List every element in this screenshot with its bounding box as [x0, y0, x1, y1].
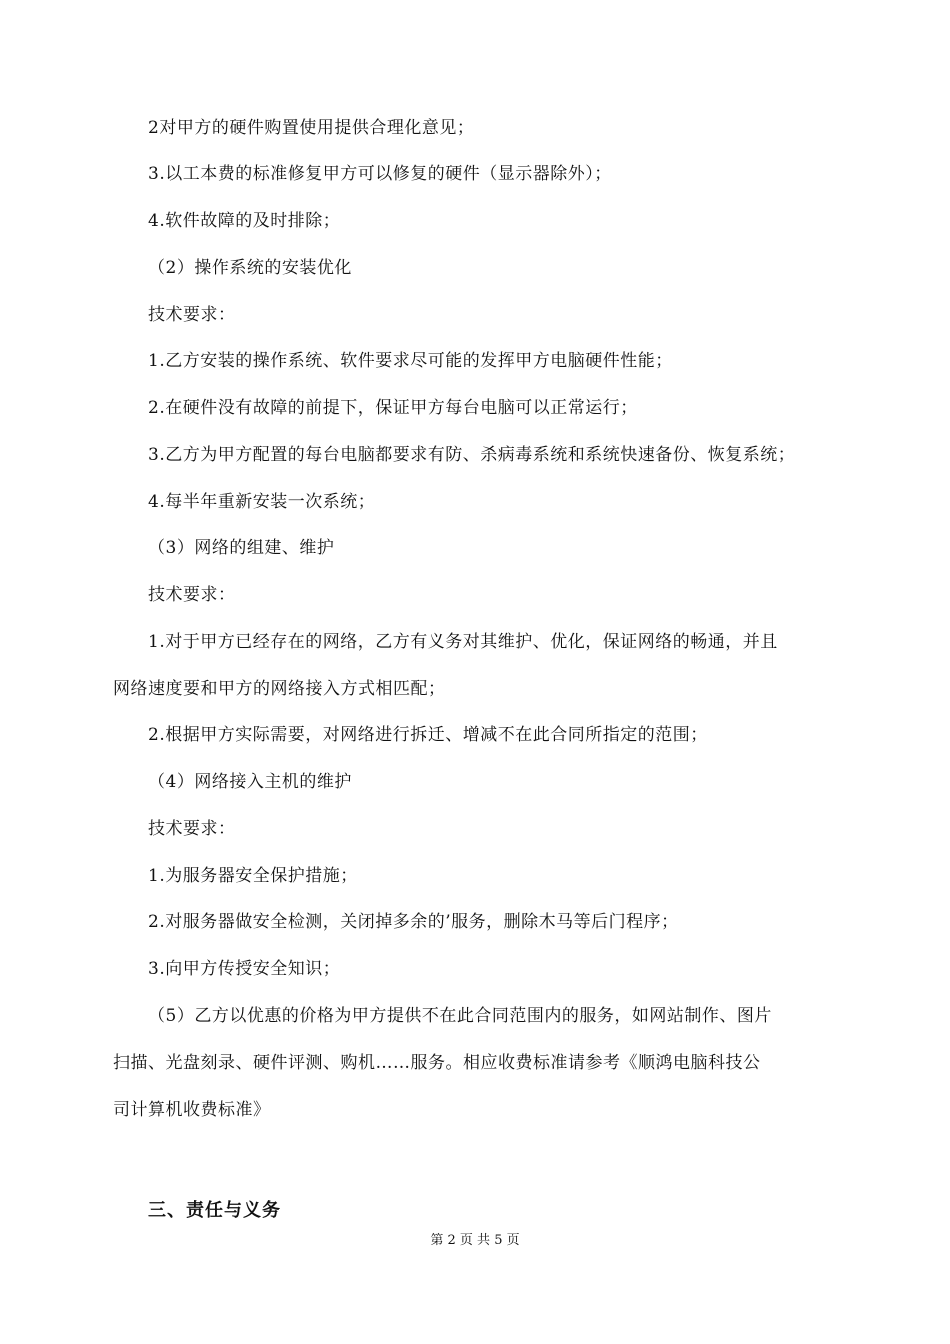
subsection-title-4: （4）网络接入主机的维护: [148, 772, 352, 792]
tech-requirements-label-2: 技术要求：: [148, 585, 236, 605]
body-line-7: 2.在硬件没有故障的前提下，保证甲方每台电脑可以正常运行；: [148, 398, 638, 418]
subsection-title-2: （2）操作系统的安装优化: [148, 258, 352, 278]
subsection-title-3: （3）网络的组建、维护: [148, 538, 335, 558]
page-number-footer: 第 2 页 共 5 页: [430, 1233, 520, 1248]
body-line-17: 1.为服务器安全保护措施；: [148, 866, 358, 886]
tech-requirements-label-3: 技术要求：: [148, 819, 236, 839]
section-heading: 三、责任与义务: [148, 1200, 281, 1221]
body-line-3: 4.软件故障的及时排除；: [148, 211, 341, 231]
body-line-6: 1.乙方安装的操作系统、软件要求尽可能的发挥甲方电脑硬件性能；: [148, 351, 673, 371]
body-line-19: 3.向甲方传授安全知识；: [148, 959, 341, 979]
body-line-13: 网络速度要和甲方的网络接入方式相匹配；: [113, 679, 446, 699]
body-line-12: 1.对于甲方已经存在的网络，乙方有义务对其维护、优化，保证网络的畅通，并且: [148, 632, 778, 652]
tech-requirements-label-1: 技术要求：: [148, 305, 236, 325]
body-line-14: 2.根据甲方实际需要，对网络进行拆迁、增减不在此合同所指定的范围；: [148, 725, 708, 745]
body-line-18: 2.对服务器做安全检测，关闭掉多余的’服务，删除木马等后门程序；: [148, 912, 679, 932]
body-line-21: 扫描、光盘刻录、硬件评测、购机……服务。相应收费标准请参考《顺鸿电脑科技公: [113, 1053, 761, 1073]
body-line-9: 4.每半年重新安装一次系统；: [148, 492, 376, 512]
body-line-20: （5）乙方以优惠的价格为甲方提供不在此合同范围内的服务，如网站制作、图片: [148, 1006, 772, 1026]
body-line-8: 3.乙方为甲方配置的每台电脑都要求有防、杀病毒系统和系统快速备份、恢复系统；: [148, 445, 796, 465]
body-line-2: 3.以工本费的标准修复甲方可以修复的硬件（显示器除外）；: [148, 164, 612, 184]
body-line-1: 2对甲方的硬件购置使用提供合理化意见；: [148, 118, 475, 138]
body-line-22: 司计算机收费标准》: [113, 1100, 271, 1120]
